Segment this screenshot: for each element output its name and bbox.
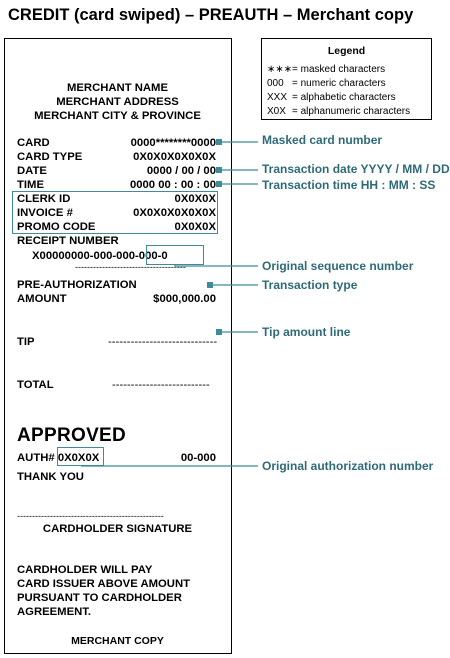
legend-symbol-numeric: 000 (267, 78, 284, 89)
invoice-value: 0X0X0X0X0X0X (133, 207, 216, 219)
agreement-line-1: CARDHOLDER WILL PAY (17, 564, 153, 576)
clerk-id-label: CLERK ID (17, 193, 71, 205)
receipt-number-suffix: -0 (157, 250, 168, 262)
amount-label: AMOUNT (17, 293, 67, 305)
annotation-date-format: Transaction date YYYY / MM / DD (262, 162, 450, 176)
legend-desc-masked: = masked characters (292, 64, 386, 75)
merchant-city: MERCHANT CITY & PROVINCE (34, 110, 201, 122)
auth-code: 00-000 (180, 452, 216, 464)
copy-label: MERCHANT COPY (71, 635, 164, 647)
merchant-address: MERCHANT ADDRESS (56, 96, 179, 108)
signature-line: ------------------------------------------------- (17, 511, 164, 521)
merchant-name: MERCHANT NAME (66, 82, 169, 94)
annotation-transaction-type: Transaction type (262, 278, 358, 292)
receipt-rule: ------------------------------------- (75, 262, 186, 272)
agreement-line-3: PURSUANT TO CARDHOLDER (17, 592, 182, 604)
legend-desc-alphanumeric: = alphanumeric characters (292, 106, 411, 117)
marker-date (216, 167, 222, 173)
card-value: 0000********0000 (130, 137, 216, 149)
annotation-masked-card: Masked card number (262, 133, 383, 147)
time-label: TIME (17, 179, 44, 191)
date-value: 0000 / 00 / 00 (146, 165, 216, 177)
annotation-time-format: Transaction time HH : MM : SS (262, 178, 436, 192)
marker-tip (216, 329, 222, 335)
signature-label: CARDHOLDER SIGNATURE (42, 523, 193, 535)
thank-you: THANK YOU (17, 471, 84, 483)
receipt-number-sequence: 000-000 (116, 250, 158, 262)
agreement-line-4: AGREEMENT. (17, 606, 92, 618)
receipt-number-prefix: X00000000-000- (32, 250, 117, 262)
legend-desc-numeric: = numeric characters (292, 78, 386, 89)
invoice-label: INVOICE # (17, 207, 73, 219)
transaction-type: PRE-AUTHORIZATION (17, 279, 137, 291)
legend-symbol-masked: ∗∗∗ (267, 64, 293, 75)
marker-time (216, 181, 222, 187)
promo-code-label: PROMO CODE (17, 221, 96, 233)
tip-label: TIP (17, 336, 35, 348)
clerk-id-value: 0X0X0X (174, 193, 216, 205)
total-line: -------------------------- (112, 379, 210, 391)
auth-value: 0X0X0X (57, 452, 100, 464)
annotation-auth: Original authorization number (262, 459, 434, 473)
card-label: CARD (17, 137, 50, 149)
marker-transaction-type (207, 282, 213, 288)
tip-line: ----------------------------- (108, 336, 218, 348)
approved-status: APPROVED (17, 425, 127, 446)
annotation-tip: Tip amount line (262, 325, 351, 339)
legend-desc-alphabetic: = alphabetic characters (292, 92, 396, 103)
auth-label-text: AUTH# (17, 452, 55, 464)
page-title: CREDIT (card swiped) – PREAUTH – Merchant copy (8, 6, 414, 24)
date-label: DATE (17, 165, 47, 177)
annotation-sequence: Original sequence number (262, 259, 414, 273)
receipt-number-label: RECEIPT NUMBER (17, 235, 119, 247)
legend-symbol-alphabetic: XXX (267, 92, 288, 103)
marker-masked-card (216, 139, 222, 145)
card-type-value: 0X0X0X0X0X0X (133, 151, 216, 163)
legend-symbol-alphanumeric: X0X (267, 106, 286, 117)
promo-code-value: 0X0X0X (174, 221, 216, 233)
amount-value: $000,000.00 (153, 293, 216, 305)
total-label: TOTAL (17, 379, 54, 391)
time-value: 0000 00 : 00 : 00 (129, 179, 216, 191)
legend-title: Legend (327, 45, 366, 57)
connector-sequence (175, 265, 258, 266)
card-type-label: CARD TYPE (17, 151, 83, 163)
agreement-line-2: CARD ISSUER ABOVE AMOUNT (17, 578, 191, 590)
